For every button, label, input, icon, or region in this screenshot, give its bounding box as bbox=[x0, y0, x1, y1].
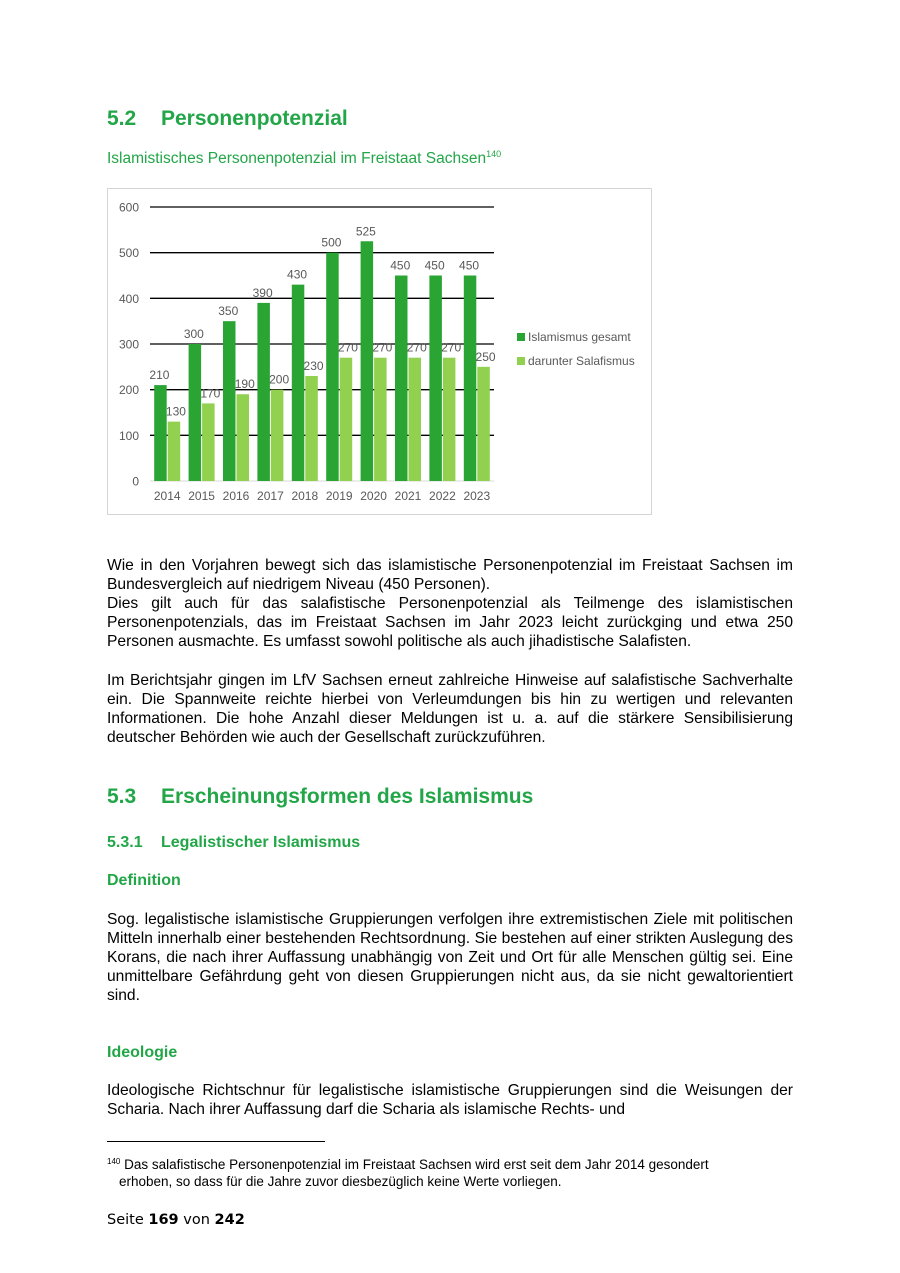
section-number: 5.3.1 bbox=[107, 834, 143, 851]
data-label: 250 bbox=[475, 349, 496, 364]
paragraph-1 bbox=[107, 556, 793, 651]
bar-salafismus bbox=[168, 422, 181, 481]
bar-salafismus bbox=[202, 403, 215, 481]
x-tick-label: 2022 bbox=[429, 489, 456, 503]
bar-islamismus bbox=[395, 276, 408, 482]
section-title: Legalistischer Islamismus bbox=[161, 834, 361, 851]
ideologie-heading: Ideologie bbox=[107, 1044, 178, 1061]
chart-caption-text: Islamistisches Personenpotenzial im Freistaat Sachsen bbox=[107, 150, 487, 167]
footnote-separator bbox=[107, 1141, 325, 1142]
section-number: 5.2 bbox=[107, 107, 137, 130]
data-label: 430 bbox=[287, 267, 308, 282]
footnote-ref[interactable]: 140 bbox=[486, 149, 502, 159]
data-label: 270 bbox=[337, 340, 358, 355]
data-label: 450 bbox=[459, 258, 480, 273]
x-tick-label: 2015 bbox=[188, 489, 215, 503]
y-tick-label: 400 bbox=[118, 291, 139, 306]
bar-salafismus bbox=[443, 358, 456, 481]
x-tick-label: 2021 bbox=[394, 489, 422, 503]
data-label: 390 bbox=[252, 285, 273, 300]
bar-islamismus bbox=[326, 253, 339, 481]
chart-canvas bbox=[108, 189, 653, 516]
x-tick-label: 2014 bbox=[153, 489, 181, 503]
section-heading-5-3-1 bbox=[107, 834, 360, 852]
x-tick-label: 2017 bbox=[257, 489, 284, 503]
bar-islamismus bbox=[292, 285, 305, 481]
bar-islamismus bbox=[257, 303, 270, 481]
bar-chart bbox=[107, 188, 652, 515]
legend-label: Islamismus gesamt bbox=[528, 330, 631, 344]
section-number: 5.3 bbox=[107, 785, 137, 808]
y-tick-label: 100 bbox=[118, 428, 139, 443]
paragraph-2: Im Berichtsjahr gingen im LfV Sachsen erneut zahlreiche Hinweise auf salafistische Sachverhalte ein. Die Spannweite reichte hierbei von Verleumdungen bis hin zu wertigen und relevanten Informationen. Die hohe Anzahl dieser Meldungen ist u. a. auf die stärkere Sensibilisierung deutscher Behörden wie auch der Gesellschaft zurückzuführen. bbox=[107, 672, 793, 746]
page-label: Seite bbox=[107, 1212, 144, 1228]
bar-islamismus bbox=[189, 344, 202, 481]
footnote-line-1: Das salafistische Personenpotenzial im Freistaat Sachsen wird erst seit dem Jahr 2014 gesondert bbox=[124, 1157, 709, 1172]
footnote bbox=[107, 1153, 793, 1190]
data-label: 210 bbox=[149, 368, 170, 383]
legend-swatch bbox=[517, 333, 525, 341]
footnote-line-2: erhoben, so dass für die Jahre zuvor diesbezüglich keine Werte vorliegen. bbox=[119, 1174, 562, 1189]
data-label: 270 bbox=[441, 340, 462, 355]
bar-islamismus bbox=[223, 321, 236, 481]
section-title: Personenpotenzial bbox=[161, 107, 348, 130]
data-label: 450 bbox=[424, 258, 445, 273]
data-label: 170 bbox=[200, 386, 221, 401]
data-label: 190 bbox=[234, 377, 255, 392]
data-label: 230 bbox=[303, 358, 324, 373]
ideologie-text: Ideologische Richtschnur für legalistische islamistische Gruppierungen sind die Weisungen der Scharia. Nach ihrer Auffassung darf die Scharia als islamische Rechts- und bbox=[107, 1082, 793, 1118]
data-label: 500 bbox=[321, 235, 342, 250]
bar-salafismus bbox=[271, 390, 284, 481]
bar-salafismus bbox=[477, 367, 490, 481]
legend-label: darunter Salafismus bbox=[528, 354, 635, 368]
bar-islamismus bbox=[429, 276, 442, 482]
bar-salafismus bbox=[237, 394, 250, 481]
data-label: 300 bbox=[183, 327, 204, 341]
section-title: Erscheinungsformen des Islamismus bbox=[161, 785, 534, 808]
data-label: 200 bbox=[269, 372, 290, 387]
bar-islamismus bbox=[464, 276, 477, 482]
total-pages: 242 bbox=[214, 1212, 245, 1228]
chart-caption bbox=[107, 149, 501, 168]
bar-islamismus bbox=[361, 241, 374, 481]
definition-text: Sog. legalistische islamistische Gruppierungen verfolgen ihre extremistischen Ziele mit politischen Mitteln innerhalb einer bestehenden Rechtsordnung. Sie bestehen auf einer strikten Auslegung des Korans, die nach ihrer Auffassung unabhängig von Zeit und Ort für alle Menschen gültig sei. Eine unmittelbare Gefährdung geht von diesen Gruppierungen nicht aus, da sie nicht gewaltorientiert sind. bbox=[107, 911, 793, 1004]
data-label: 270 bbox=[406, 340, 427, 355]
data-label: 350 bbox=[218, 304, 239, 319]
data-label: 270 bbox=[372, 340, 393, 355]
y-tick-label: 200 bbox=[118, 383, 139, 398]
current-page: 169 bbox=[148, 1212, 179, 1228]
bar-salafismus bbox=[409, 358, 422, 481]
page-number bbox=[107, 1212, 245, 1228]
paragraph-1b: Dies gilt auch für das salafistische Personenpotenzial als Teilmenge des islamistischen Personenpotenzials, das im Freistaat Sachsen im Jahr 2023 leicht zurückging und etwa 250 Personen ausmachte. Es umfasst sowohl politische als auch jihadistische Salafisten. bbox=[107, 595, 793, 650]
page-separator: von bbox=[183, 1212, 210, 1228]
data-label: 450 bbox=[390, 258, 411, 273]
bar-islamismus bbox=[154, 385, 167, 481]
bar-salafismus bbox=[340, 358, 353, 481]
x-tick-label: 2019 bbox=[325, 489, 353, 503]
y-tick-label: 500 bbox=[118, 246, 139, 261]
paragraph-1a: Wie in den Vorjahren bewegt sich das islamistische Personenpotenzial im Freistaat Sachsen im Bundesvergleich auf niedrigem Niveau (450 Personen). bbox=[107, 557, 793, 593]
y-tick-label: 600 bbox=[118, 200, 139, 215]
legend-swatch bbox=[517, 357, 525, 365]
data-label: 525 bbox=[355, 224, 376, 239]
bar-salafismus bbox=[374, 358, 387, 481]
y-tick-label: 0 bbox=[132, 474, 139, 489]
x-tick-label: 2020 bbox=[360, 489, 387, 503]
section-heading-5-3 bbox=[107, 785, 533, 809]
section-heading-5-2 bbox=[107, 107, 348, 131]
x-tick-label: 2016 bbox=[222, 489, 250, 503]
x-tick-label: 2023 bbox=[463, 489, 491, 503]
definition-heading: Definition bbox=[107, 872, 181, 889]
y-tick-label: 300 bbox=[118, 337, 139, 352]
data-label: 130 bbox=[165, 404, 186, 419]
footnote-number: 140 bbox=[107, 1157, 121, 1166]
x-tick-label: 2018 bbox=[291, 489, 319, 503]
bar-salafismus bbox=[305, 376, 318, 481]
